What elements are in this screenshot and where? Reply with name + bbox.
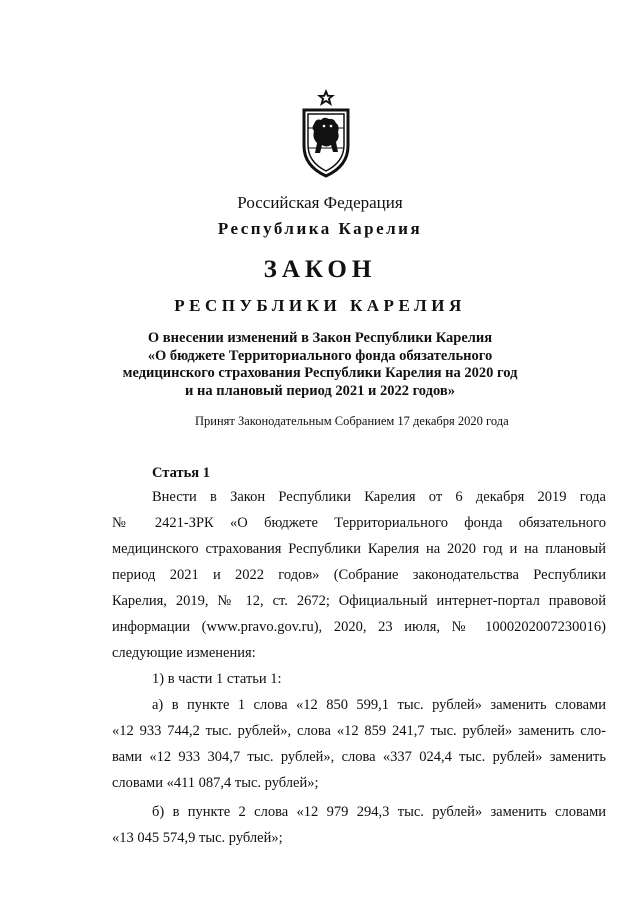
adoption-note: Принят Законодательным Собранием 17 декабря 2020 года (195, 414, 509, 428)
article-text-line: № 2421-ЗРК «О бюджете Территориального фонда обязательного (112, 515, 606, 531)
article-text-line: период 2021 и 2022 годов» (Собрание законодательства Республики (112, 567, 606, 583)
law-subtitle: РЕСПУБЛИКИ КАРЕЛИЯ (174, 296, 466, 315)
coat-of-arms-emblem (290, 88, 362, 178)
article-text-line: медицинского страхования Республики Карелия на 2020 год и на плановый (112, 541, 606, 557)
article-text-line: следующие изменения: (112, 645, 256, 661)
article-text-line: информации (www.pravo.gov.ru), 2020, 23 июля, № 1000202007230016) (112, 619, 606, 635)
law-subject-line: и на плановый период 2021 и 2022 годов» (185, 382, 455, 399)
law-subject-line: О внесении изменений в Закон Республики Карелия (147, 330, 493, 346)
article-text-line: вами «12 933 304,7 тыс. рублей», слова «337 024,4 тыс. рублей» заменить (112, 749, 606, 765)
article-heading: Статья 1 (152, 465, 210, 481)
article-text-line: Внести в Закон Республики Карелия от 6 декабря 2019 года (152, 489, 606, 505)
law-title: ЗАКОН (263, 256, 377, 283)
article-text-line: «13 045 574,9 тыс. рублей»; (112, 830, 283, 846)
country-name: Российская Федерация (237, 193, 403, 212)
article-text-line: 1) в части 1 статьи 1: (152, 671, 282, 687)
article-text-line: б) в пункте 2 слова «12 979 294,3 тыс. рублей» заменить словами (152, 804, 606, 820)
article-text-line: «12 933 744,2 тыс. рублей», слова «12 859 241,7 тыс. рублей» заменить сло- (112, 723, 606, 739)
law-subject (0, 330, 640, 400)
article-text-line: словами «411 087,4 тыс. рублей»; (112, 775, 319, 791)
law-subject-line: «О бюджете Территориального фонда обязательного (147, 347, 493, 364)
republic-name: Республика Карелия (217, 219, 423, 238)
article-text-line: Карелия, 2019, № 12, ст. 2672; Официальный интернет-портал правовой (112, 593, 606, 609)
law-subject-line: медицинского страхования Республики Карелия на 2020 год (122, 365, 518, 381)
article-text-line: а) в пункте 1 слова «12 850 599,1 тыс. рублей» заменить словами (152, 697, 606, 713)
